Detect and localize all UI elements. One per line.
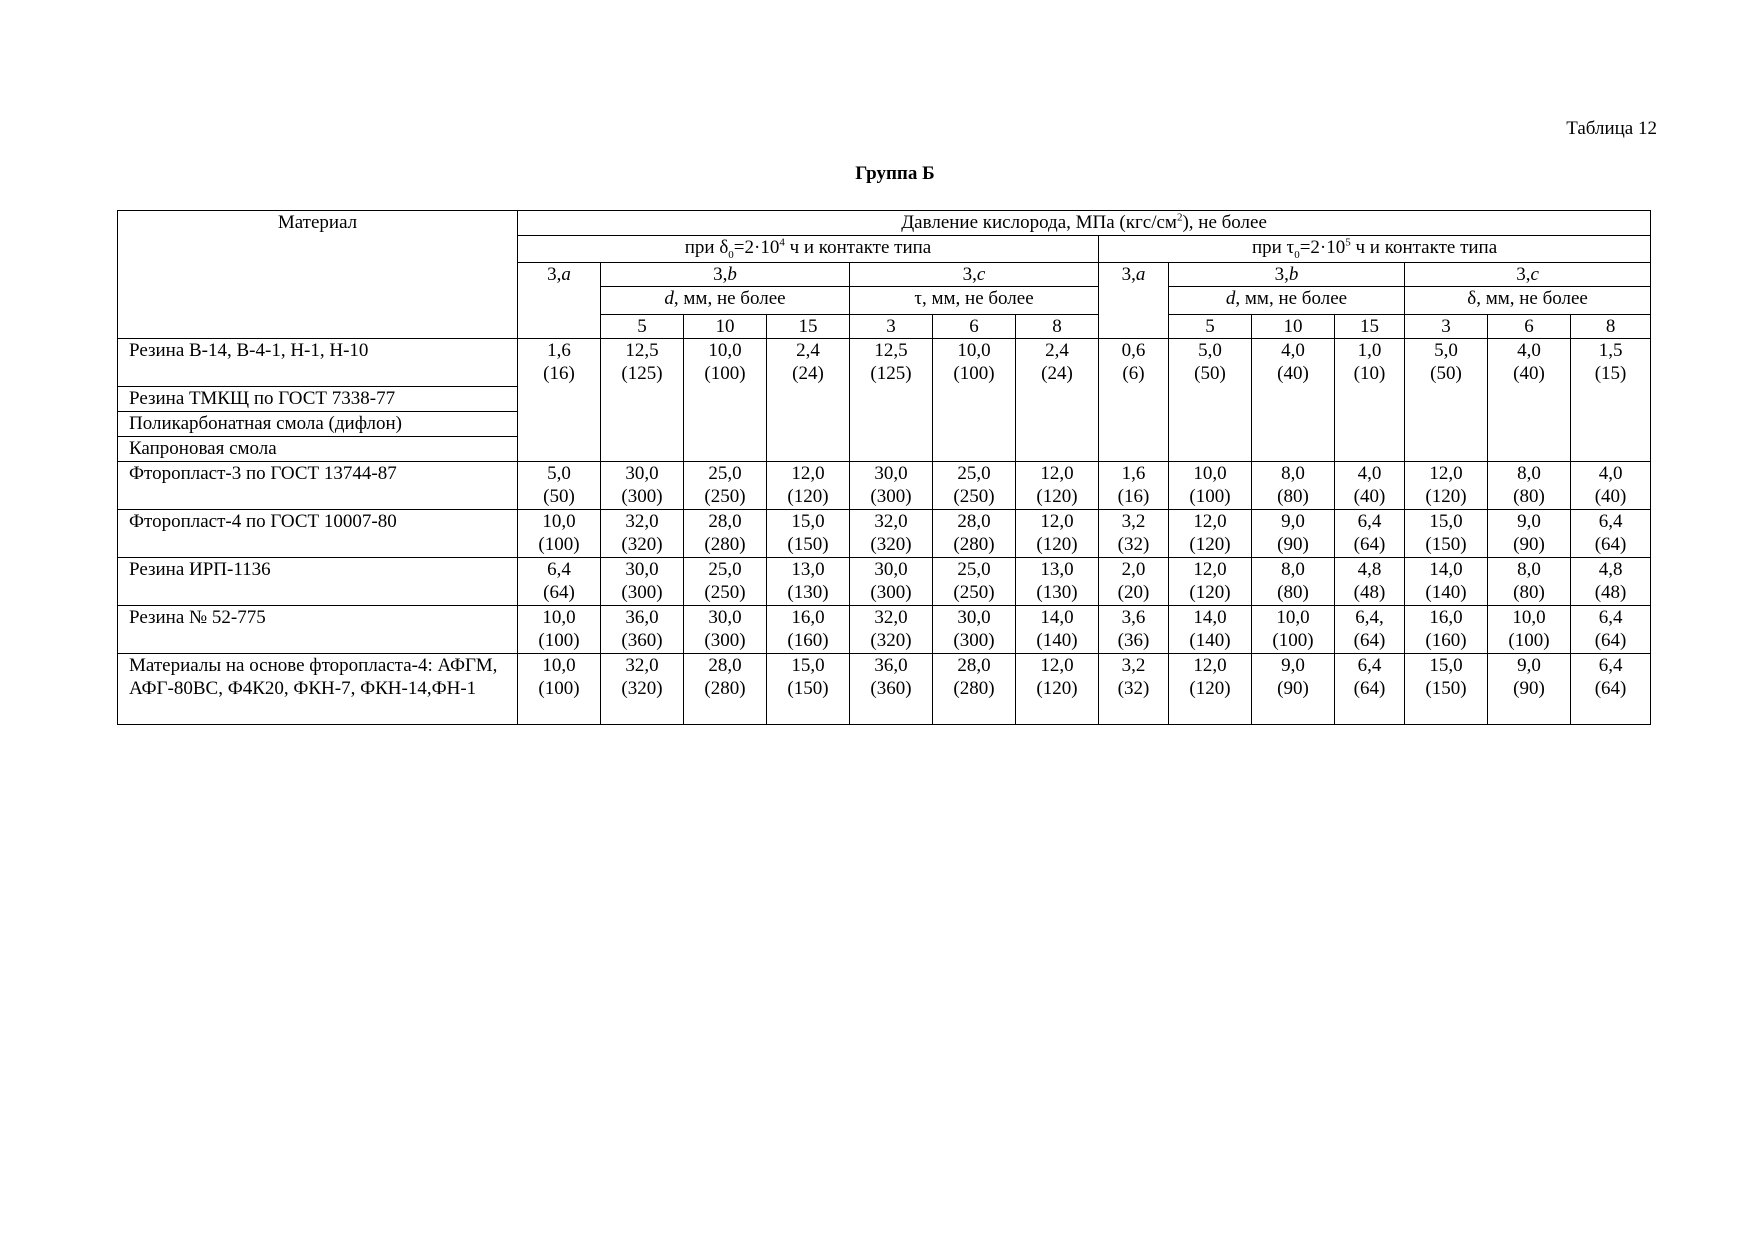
value-cell: 9,0 (90)	[1252, 654, 1335, 725]
value-cell: 13,0 (130)	[1016, 558, 1099, 606]
value-cell: 4,0 (40)	[1252, 339, 1335, 462]
header-pressure: Давление кислорода, МПа $(кгс/см^2)$, не более	[518, 211, 1651, 236]
value-cell: 15,0 (150)	[767, 510, 850, 558]
dim-cell: 15	[1335, 315, 1405, 339]
value-cell: 12,5 (125)	[850, 339, 933, 462]
value-cell: 12,0 (120)	[1016, 462, 1099, 510]
value-cell: 8,0 (80)	[1252, 462, 1335, 510]
value-cell: 1,6 (16)	[1099, 462, 1169, 510]
value-cell: 15,0 (150)	[1405, 654, 1488, 725]
value-cell: 6,4, (64)	[1335, 606, 1405, 654]
table-row	[118, 558, 1651, 606]
material-cell: Резина ИРП-1136	[118, 558, 518, 606]
value-cell: 15,0 (150)	[1405, 510, 1488, 558]
value-cell: 30,0 (300)	[684, 606, 767, 654]
value-cell: 32,0 (320)	[850, 510, 933, 558]
value-cell: 2,0 (20)	[1099, 558, 1169, 606]
value-cell: 12,0 (120)	[1016, 654, 1099, 725]
dim-cell: 15	[767, 315, 850, 339]
dim-cell: 10	[684, 315, 767, 339]
value-cell: 8,0 (80)	[1488, 558, 1571, 606]
header-d-left: d, мм, не более	[601, 287, 850, 315]
material-cell: Резина В-14, В-4-1, Н-1, Н-10	[118, 339, 518, 387]
material-cell: Фторопласт-4 по ГОСТ 10007-80	[118, 510, 518, 558]
value-cell: 12,0 (120)	[1169, 654, 1252, 725]
header-contact-3b-right: 3,b	[1169, 263, 1405, 287]
value-cell: 6,4 (64)	[1571, 654, 1651, 725]
material-cell: Резина № 52-775	[118, 606, 518, 654]
value-cell: 4,8 (48)	[1335, 558, 1405, 606]
value-cell: 10,0 (100)	[518, 510, 601, 558]
value-cell: 14,0 (140)	[1405, 558, 1488, 606]
value-cell: 36,0 (360)	[601, 606, 684, 654]
value-cell: 30,0 (300)	[601, 462, 684, 510]
value-cell: 14,0 (140)	[1169, 606, 1252, 654]
header-contact-3a-left: 3,a	[518, 263, 601, 339]
value-cell: 12,0 (120)	[1405, 462, 1488, 510]
value-cell: 10,0 (100)	[1252, 606, 1335, 654]
value-cell: 32,0 (320)	[601, 510, 684, 558]
value-cell: 10,0 (100)	[518, 654, 601, 725]
value-cell: 12,5 (125)	[601, 339, 684, 462]
dim-cell: 5	[601, 315, 684, 339]
table-number: Таблица 12	[1566, 118, 1657, 139]
header-contact-3c-left: 3,c	[850, 263, 1099, 287]
value-cell: 28,0 (280)	[684, 654, 767, 725]
value-cell: 12,0 (120)	[1169, 510, 1252, 558]
value-cell: 4,0 (40)	[1571, 462, 1651, 510]
value-cell: 25,0 (250)	[684, 558, 767, 606]
value-cell: 8,0 (80)	[1252, 558, 1335, 606]
value-cell: 14,0 (140)	[1016, 606, 1099, 654]
value-cell: 6,4 (64)	[1335, 654, 1405, 725]
value-cell: 12,0 (120)	[1016, 510, 1099, 558]
value-cell: 3,6 (36)	[1099, 606, 1169, 654]
material-cell: Поликарбонатная смола (дифлон)	[118, 412, 518, 437]
material-cell: Материалы на основе фторопласта-4: АФГМ, АФГ-80ВС, Ф4К20, ФКН-7, ФКН-14,ФН-1	[118, 654, 518, 725]
value-cell: 10,0 (100)	[518, 606, 601, 654]
value-cell: 30,0 (300)	[933, 606, 1016, 654]
value-cell: 4,0 (40)	[1335, 462, 1405, 510]
value-cell: 9,0 (90)	[1488, 654, 1571, 725]
value-cell: 6,4 (64)	[1571, 510, 1651, 558]
value-cell: 2,4 (24)	[1016, 339, 1099, 462]
value-cell: 25,0 (250)	[684, 462, 767, 510]
table-row	[118, 462, 1651, 510]
header-contact-3c-right: 3,c	[1405, 263, 1651, 287]
material-cell: Резина ТМКЩ по ГОСТ 7338-77	[118, 387, 518, 412]
value-cell: 1,6 (16)	[518, 339, 601, 462]
header-tau-left: τ, мм, не более	[850, 287, 1099, 315]
value-cell: 32,0 (320)	[601, 654, 684, 725]
header-contact-3a-right: 3,a	[1099, 263, 1169, 339]
value-cell: 9,0 (90)	[1252, 510, 1335, 558]
value-cell: 12,0 (120)	[1169, 558, 1252, 606]
table-row	[118, 510, 1651, 558]
value-cell: 36,0 (360)	[850, 654, 933, 725]
header-contact-3b-left: 3,b	[601, 263, 850, 287]
header-d-right: d, мм, не более	[1169, 287, 1405, 315]
value-cell: 12,0 (120)	[767, 462, 850, 510]
dim-cell: 3	[850, 315, 933, 339]
value-cell: 10,0 (100)	[1488, 606, 1571, 654]
value-cell: 5,0 (50)	[1169, 339, 1252, 462]
value-cell: 6,4 (64)	[1335, 510, 1405, 558]
value-cell: 30,0 (300)	[601, 558, 684, 606]
value-cell: 32,0 (320)	[850, 606, 933, 654]
table-row	[118, 606, 1651, 654]
value-cell: 16,0 (160)	[767, 606, 850, 654]
value-cell: 1,0 (10)	[1335, 339, 1405, 462]
value-cell: 3,2 (32)	[1099, 510, 1169, 558]
dim-cell: 5	[1169, 315, 1252, 339]
value-cell: 28,0 (280)	[933, 510, 1016, 558]
value-cell: 9,0 (90)	[1488, 510, 1571, 558]
value-cell: 5,0 (50)	[1405, 339, 1488, 462]
value-cell: 28,0 (280)	[684, 510, 767, 558]
value-cell: 13,0 (130)	[767, 558, 850, 606]
header-left-condition: при $\delta_0=2\cdot 10^4$ ч и контакте типа	[518, 236, 1099, 263]
dim-cell: 6	[933, 315, 1016, 339]
dim-cell: 8	[1571, 315, 1651, 339]
value-cell: 10,0 (100)	[1169, 462, 1252, 510]
value-cell: 1,5 (15)	[1571, 339, 1651, 462]
group-title: Группа Б	[855, 163, 935, 184]
value-cell: 0,6 (6)	[1099, 339, 1169, 462]
header-right-condition: при $\tau_0=2\cdot 10^5$ ч и контакте типа	[1099, 236, 1651, 263]
value-cell: 3,2 (32)	[1099, 654, 1169, 725]
dim-cell: 6	[1488, 315, 1571, 339]
header-material: Материал	[118, 211, 518, 339]
value-cell: 4,0 (40)	[1488, 339, 1571, 462]
value-cell: 6,4 (64)	[1571, 606, 1651, 654]
value-cell: 30,0 (300)	[850, 558, 933, 606]
table-row	[118, 654, 1651, 725]
value-cell: 15,0 (150)	[767, 654, 850, 725]
dim-cell: 3	[1405, 315, 1488, 339]
value-cell: 8,0 (80)	[1488, 462, 1571, 510]
pressure-table	[117, 210, 1651, 725]
material-cell: Капроновая смола	[118, 437, 518, 462]
value-cell: 30,0 (300)	[850, 462, 933, 510]
material-cell: Фторопласт-3 по ГОСТ 13744-87	[118, 462, 518, 510]
value-cell: 10,0 (100)	[684, 339, 767, 462]
value-cell: 5,0 (50)	[518, 462, 601, 510]
value-cell: 16,0 (160)	[1405, 606, 1488, 654]
value-cell: 25,0 (250)	[933, 462, 1016, 510]
dim-cell: 10	[1252, 315, 1335, 339]
value-cell: 4,8 (48)	[1571, 558, 1651, 606]
value-cell: 25,0 (250)	[933, 558, 1016, 606]
value-cell: 6,4 (64)	[518, 558, 601, 606]
table-row	[118, 339, 1651, 387]
value-cell: 2,4 (24)	[767, 339, 850, 462]
value-cell: 28,0 (280)	[933, 654, 1016, 725]
header-delta-right: δ, мм, не более	[1405, 287, 1651, 315]
value-cell: 10,0 (100)	[933, 339, 1016, 462]
dim-cell: 8	[1016, 315, 1099, 339]
